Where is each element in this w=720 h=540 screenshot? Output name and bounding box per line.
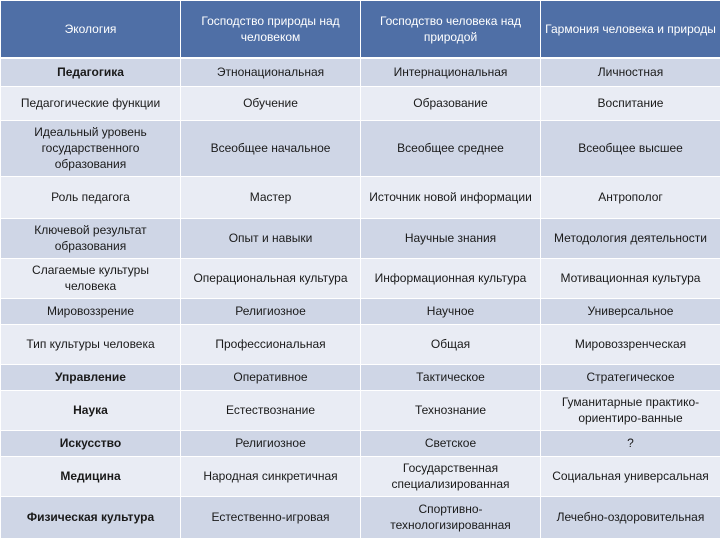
header-cell-ecology: Экология [1,1,181,59]
row-label-cell: Наука [1,390,181,430]
row-label-cell: Медицина [1,456,181,496]
row-label-cell: Управление [1,364,181,390]
table-cell: Опыт и навыки [181,218,361,258]
table-cell: Социальная универсальная [541,456,720,496]
table-row [1,364,720,390]
table-cell: Воспитание [541,86,720,120]
table-row [1,496,720,538]
table-cell: ? [541,430,720,456]
table-cell: Государственная специализированная [361,456,541,496]
table-cell: Всеобщее начальное [181,120,361,176]
row-label-cell: Педагогика [1,58,181,86]
table-cell: Методология деятельности [541,218,720,258]
table-cell: Стратегическое [541,364,720,390]
table-cell: Мастер [181,176,361,218]
table-cell: Лечебно-оздоровительная [541,496,720,538]
table-row [1,218,720,258]
table-cell: Естествознание [181,390,361,430]
table-cell: Народная синкретичная [181,456,361,496]
table-cell: Обучение [181,86,361,120]
table-cell: Операциональная культура [181,258,361,298]
table-row [1,86,720,120]
table-row [1,298,720,324]
table-cell: Информационная культура [361,258,541,298]
table-cell: Гуманитарные практико-ориентиро-ванные [541,390,720,430]
table-cell: Этнонациональная [181,58,361,86]
row-label-cell: Роль педагога [1,176,181,218]
table-cell: Интернациональная [361,58,541,86]
header-cell-harmony: Гармония человека и природы [541,1,720,59]
table-cell: Общая [361,324,541,364]
table-cell: Мотивационная культура [541,258,720,298]
table-row [1,58,720,86]
header-cell-nature-dominance: Господство природы над человеком [181,1,361,59]
table-cell: Универсальное [541,298,720,324]
table-cell: Светское [361,430,541,456]
table-cell: Профессиональная [181,324,361,364]
row-label-cell: Ключевой результат образования [1,218,181,258]
table-row [1,390,720,430]
table-cell: Мировоззренческая [541,324,720,364]
table-cell: Научные знания [361,218,541,258]
row-label-cell: Искусство [1,430,181,456]
table-row [1,120,720,176]
table-cell: Всеобщее среднее [361,120,541,176]
row-label-cell: Физическая культура [1,496,181,538]
table-cell: Оперативное [181,364,361,390]
table-row [1,324,720,364]
table-cell: Религиозное [181,430,361,456]
row-label-cell: Мировоззрение [1,298,181,324]
table-cell: Технознание [361,390,541,430]
table-row [1,176,720,218]
table-cell: Всеобщее высшее [541,120,720,176]
table-row [1,430,720,456]
row-label-cell: Слагаемые культуры человека [1,258,181,298]
table-cell: Спортивно-технологизированная [361,496,541,538]
table-row [1,258,720,298]
row-label-cell: Тип культуры человека [1,324,181,364]
table-cell: Источник новой информации [361,176,541,218]
table-cell: Религиозное [181,298,361,324]
table-row [1,456,720,496]
row-label-cell: Педагогические функции [1,86,181,120]
header-row [1,1,720,59]
table-cell: Личностная [541,58,720,86]
table-cell: Образование [361,86,541,120]
row-label-cell: Идеальный уровень государственного образования [1,120,181,176]
table-cell: Научное [361,298,541,324]
table-cell: Естественно-игровая [181,496,361,538]
table-cell: Антрополог [541,176,720,218]
table-cell: Тактическое [361,364,541,390]
table-body [1,58,720,538]
header-cell-human-dominance: Господство человека над природой [361,1,541,59]
